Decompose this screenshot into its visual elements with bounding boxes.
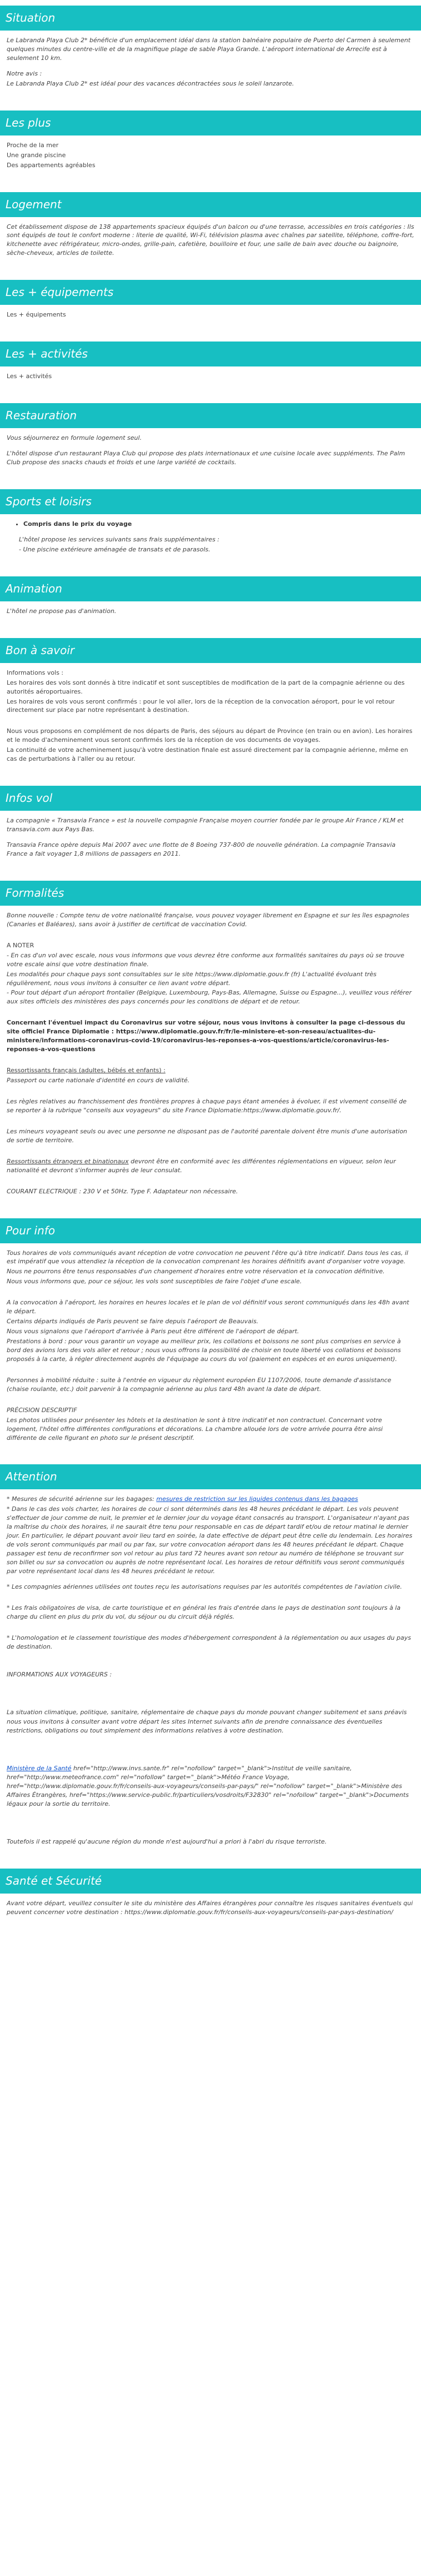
ministere-sante-link[interactable]: Ministère de la Santé xyxy=(7,1765,72,1772)
activites-text: Les + activités xyxy=(7,373,52,380)
section-bon-a-savoir xyxy=(0,638,421,764)
section-title-activites: Les + activités xyxy=(0,342,421,366)
section-restauration xyxy=(0,403,421,467)
animation-text: L'hôtel ne propose pas d'animation. xyxy=(7,607,117,615)
attention-text: Toutefois il est rappelé qu'aucune région du monde n'est aujourd'hui a priori à l'abri du risque terroriste. xyxy=(7,1838,327,1845)
attention-info-label: INFORMATIONS AUX VOYAGEURS : xyxy=(7,1670,112,1678)
formalites-text: - Pour tout départ d'un aéroport frontalier (Belgique, Luxembourg, Pays-Bas, Allemagne, Suisse ou Espagne...), veuillez vous référer aux sites officiels des ministères des pays concernés pour les conditions de départ et de retour. xyxy=(7,989,412,1006)
formalites-text: Les mineurs voyageant seuls ou avec une personne ne disposant pas de l'autorité parentale doivent être munis d'une autorisation de sortie de territoire. xyxy=(7,1127,408,1144)
section-title-animation: Animation xyxy=(0,576,421,601)
section-title-equipements: Les + équipements xyxy=(0,280,421,305)
sports-included-heading: • Compris dans le prix du voyage xyxy=(23,520,414,529)
formalites-etrangers-text: devront être en conformité avec les différentes réglementations en vigueur, selon leur nationalité et devront s'informer auprès de leur consulat. xyxy=(7,1157,396,1174)
section-title-logement: Logement xyxy=(0,192,421,217)
situation-avis-label: Notre avis : xyxy=(7,69,42,77)
infos-vol-text: Transavia France opère depuis Mai 2007 avec une flotte de 8 Boeing 737-800 de nouvelle génération. La compagnie Transavia France a fait voyager 1,8 millions de passagers en 2011. xyxy=(7,841,396,857)
pour-info-text: Prestations à bord : pour vous garantir un voyage au meilleur prix, les collations et boissons ne sont plus comprises en service à bord des avions lors des vols aller et retour ; nous vous offrons la possibilité de choisir en toute liberté vos collations et boissons proposés à la carte, à régler directement auprès de l'équipage au cours du vol (paiement en espèces et en euros uniquement). xyxy=(7,1338,401,1363)
attention-text: * Les frais obligatoires de visa, de carte touristique et en général les frais d'entrée dans le pays de destination sont toujours à la charge du client en plus du prix du vol, du séjour ou du circuit déjà réglés. xyxy=(7,1604,401,1620)
formalites-ressortissants-label: Ressortissants français (adultes, bébés et enfants) : xyxy=(7,1067,166,1074)
formalites-courant: COURANT ELECTRIQUE : 230 V et 50Hz. Type F. Adaptateur non nécessaire. xyxy=(7,1187,238,1195)
section-formalites xyxy=(0,881,421,1196)
equipements-text: Les + équipements xyxy=(7,311,66,319)
les-plus-item: Proche de la mer xyxy=(7,141,59,149)
section-sante xyxy=(0,1869,421,1917)
infos-vol-text: La compagnie « Transavia France » est la nouvelle compagnie Française moyen courrier fondée par le groupe Air France / KLM et transavia.com aux Pays Bas. xyxy=(7,817,404,833)
liquides-restriction-link[interactable]: mesures de restriction sur les liquides contenus dans les bagages xyxy=(156,1495,358,1503)
formalites-covid-text: Concernant l'éventuel impact du Coronavirus sur votre séjour, nous vous invitons à consulter la page ci-dessous du site officiel France Diplomatie : https://www.diplomatie.gouv.fr/fr/le-ministere-et-son-reseau/actualites-du-ministere/informations-coronavirus-covid-19/coronavirus-les-reponses-a-vos-questions/article/coronavirus-les-reponses-a-vos-questions xyxy=(7,1019,405,1053)
formalites-note-label: A NOTER xyxy=(7,941,34,949)
section-logement xyxy=(0,192,421,258)
section-title-sante: Santé et Sécurité xyxy=(0,1869,421,1894)
formalites-text: Passeport ou carte nationale d'identité en cours de validité. xyxy=(7,1077,190,1084)
section-activites xyxy=(0,342,421,381)
section-pour-info xyxy=(0,1218,421,1443)
pour-info-text: Nous vous informons que, pour ce séjour, les vols sont susceptibles de faire l'objet d'une escale. xyxy=(7,1278,302,1286)
bon-a-savoir-text: Les horaires des vols sont donnés à titre indicatif et sont susceptibles de modification de la part de la compagnie aérienne ou des autorités aéroportuaires. xyxy=(7,679,405,695)
sports-line1: L'hôtel propose les services suivants sans frais supplémentaires : xyxy=(19,535,220,543)
section-attention xyxy=(0,1464,421,1846)
bon-a-savoir-vols-label: Informations vols : xyxy=(7,669,64,676)
sante-text: Avant votre départ, veuillez consulter le site du ministère des Affaires étrangères pour connaître les risques sanitaires éventuels qui peuvent concerner votre destination : https://www.diplomatie.gouv.fr/fr/conseils-aux-voyageurs/conseils-par-pays-destination/ xyxy=(7,1899,413,1916)
section-title-pour-info: Pour info xyxy=(0,1218,421,1243)
section-title-bon-a-savoir: Bon à savoir xyxy=(0,638,421,663)
formalites-text: Les règles relatives au franchissement des frontières propres à chaque pays étant amenées à évoluer, il est vivement conseillé de se reporter à la rubrique "conseils aux voyageurs" du site France Diplomatie:https://www.diplomatie.gouv.fr/. xyxy=(7,1097,407,1114)
section-title-situation: Situation xyxy=(0,6,421,31)
section-sports xyxy=(0,489,421,554)
attention-text: * Mesures de sécurité aérienne sur les bagages: xyxy=(7,1495,157,1503)
restauration-text: L'hôtel dispose d'un restaurant Playa Club qui propose des plats internationaux et une cuisine locale avec suppléments. The Palm Club propose des snacks chauds et froids et une large variété de cocktails. xyxy=(7,450,405,466)
pour-info-text: Certains départs indiqués de Paris peuvent se faire depuis l'aéroport de Beauvais. xyxy=(7,1318,259,1325)
formalites-text: - En cas d'un vol avec escale, nous vous informons que vous devrez être conforme aux formalités sanitaires du pays où se trouve votre escale ainsi que votre destination finale. xyxy=(7,951,404,968)
section-animation xyxy=(0,576,421,616)
attention-text: nous vous invitons à consulter avant votre départ les sites Internet suivants afin de prendre connaissance des éventuelles restrictions, obligations ou tout simplement des informations relatives à votre destination. xyxy=(7,1718,383,1735)
section-title-les-plus: Les plus xyxy=(0,111,421,135)
les-plus-item: Des appartements agréables xyxy=(7,161,96,169)
attention-links-text: href="http://www.invs.sante.fr" rel="nofollow" target="_blank">Institut de veille sanitaire, href="http://www.meteofrance.com" rel="nofollow" target="_blank">Météo France Voyage, href="http://www.diplomatie.gouv.fr/fr/conseils-aux-voyageurs/conseils-par-pays/" rel="nofollow" target="_blank">Ministère des Affaires Étrangères, href="https://www.service-public.fr/particuliers/vosdroits/F32830" rel="nofollow" target="_blank">Documents légaux pour la sortie du territoire. xyxy=(7,1765,409,1808)
section-title-formalites: Formalités xyxy=(0,881,421,906)
logement-text: Cet établissement dispose de 138 appartements spacieux équipés d'un balcon ou d'une terrasse, accessibles en trois catégories : Ils sont équipés de tout le confort moderne : literie de qualité, Wi-Fi, télévision plasma avec chaînes par satellite, téléphone, coffre-fort, kitchenette avec réfrigérateur, micro-ondes, grille-pain, cafetière, bouilloire et four, une salle de bain avec douche ou baignoire, sèche-cheveux, articles de toilette. xyxy=(7,223,414,257)
formalites-text: Les modalités pour chaque pays sont consultables sur le site https://www.diplomatie.gouv.fr (fr) L'actualité évoluant très régulièrement, nous vous invitons à consulter ce lien avant votre départ. xyxy=(7,970,377,987)
section-infos-vol xyxy=(0,786,421,858)
formalites-text: Bonne nouvelle : Compte tenu de votre nationalité française, vous pouvez voyager librement en Espagne et sur les îles espagnoles (Canaries et Baléares), sans avoir à justifier de certificat de vaccination Covid. xyxy=(7,911,409,928)
attention-text: * Dans le cas des vols charter, les horaires de cour ci sont déterminés dans les 48 heures précédant le départ. Les vols peuvent s'effectuer de jour comme de nuit, le premier et le dernier jour du voyage étant consacrés au transport. L'organisateur n'ayant pas la maîtrise du choix des horaires, il ne saurait être tenu pour responsable en cas de départ tardif et/ou de retour matinal le dernier jour. En particulier, le départ pouvant avoir lieu tard en soirée, la date effective de départ peut être celle du lendemain. Les horaires de vols seront communiqués par mail ou par fax, sur votre convocation aéroport dans les 48 heures précédant le départ. Chaque passager est tenu de reconfirmer son vol retour au plus tard 72 heures avant son retour au numéro de téléphone se trouvant sur son billet ou sur sa convocation ou auprès de notre représentant local. Les horaires de retour définitifs vous seront communiqués par votre représentant local dans les 48 heures précédant le retour. xyxy=(7,1505,413,1575)
attention-text: La situation climatique, politique, sanitaire, réglementaire de chaque pays du monde pouvant changer subitement et sans préavis xyxy=(7,1708,407,1716)
situation-avis-text: Le Labranda Playa Club 2* est idéal pour des vacances décontractées sous le soleil lanzarote. xyxy=(7,79,294,87)
pour-info-text: Tous horaires de vols communiqués avant réception de votre convocation ne peuvent l'être qu'à titre indicatif. Dans tous les cas, il est impératif que vous attendiez la réception de la convocation comprenant les horaires définitifs avant d'organiser votre voyage. xyxy=(7,1249,408,1266)
pour-info-text: Nous ne pourrons être tenus responsables d'un changement d'horaires entre votre réservation et la convocation définitive. xyxy=(7,1268,385,1276)
attention-text: * Les compagnies aériennes utilisées ont toutes reçu les autorisations requises par les autorités compétentes de l'aviation civile. xyxy=(7,1583,402,1590)
section-title-infos-vol: Infos vol xyxy=(0,786,421,811)
pour-info-text: Les photos utilisées pour présenter les hôtels et la destination le sont à titre indicatif et non contractuel. Concernant votre logement, l'hôtel offre différentes configurations et décorations. La chambre allouée lors de votre arrivée pourra être ainsi différente de celle figurant en photo sur le présent descriptif. xyxy=(7,1416,383,1442)
bon-a-savoir-text: La continuité de votre acheminement jusqu'à votre destination finale est assuré directement par la compagnie aérienne, même en cas de perturbations à l'aller ou au retour. xyxy=(7,746,408,763)
les-plus-item: Une grande piscine xyxy=(7,151,66,159)
pour-info-text: A la convocation à l'aéroport, les horaires en heures locales et le plan de vol définitif vous seront communiqués dans les 48h avant le départ. xyxy=(7,1299,409,1315)
restauration-formule: Vous séjournerez en formule logement seul. xyxy=(7,434,142,442)
section-les-plus xyxy=(0,111,421,170)
sports-line2: - Une piscine extérieure aménagée de transats et de parasols. xyxy=(19,545,210,553)
section-situation xyxy=(0,6,421,88)
section-title-sports: Sports et loisirs xyxy=(0,489,421,514)
pour-info-text: Nous vous signalons que l'aéroport d'arrivée à Paris peut être différent de l'aéroport de départ. xyxy=(7,1328,299,1335)
attention-text: * L'homologation et le classement touristique des modes d'hébergement correspondent à la réglementation ou aux usages du pays de destination. xyxy=(7,1634,411,1650)
section-title-attention: Attention xyxy=(0,1464,421,1489)
section-title-restauration: Restauration xyxy=(0,403,421,428)
pour-info-text: Personnes à mobilité réduite : suite à l'entrée en vigueur du règlement européen EU 1107/2006, toute demande d'assistance (chaise roulante, etc.) doit parvenir à la compagnie aérienne au plus tard 48h avant la date de départ. xyxy=(7,1376,392,1393)
formalites-etrangers-label: Ressortissants étrangers et binationaux xyxy=(7,1157,129,1165)
pour-info-precision-label: PRÉCISION DESCRIPTIF xyxy=(7,1406,77,1414)
bon-a-savoir-text: Les horaires de vols vous seront confirmés : pour le vol aller, lors de la réception de la convocation aéroport, pour le vol retour directement sur place par notre représentant à destination. xyxy=(7,697,395,714)
situation-text: Le Labranda Playa Club 2* bénéficie d'un emplacement idéal dans la station balnéaire populaire de Puerto del Carmen à seulement quelques minutes du centre-ville et de la magnifique plage de sable Playa Grande. L'aéroport international de Arrecife est à seulement 10 km. xyxy=(7,37,411,62)
bon-a-savoir-text: Nous vous proposons en complément de nos départs de Paris, des séjours au départ de Province (en train ou en avion). Les horaires et le mode d'acheminement vous seront confirmés lors de la réception de vos documents de voyages. xyxy=(7,727,413,744)
section-equipements xyxy=(0,280,421,319)
